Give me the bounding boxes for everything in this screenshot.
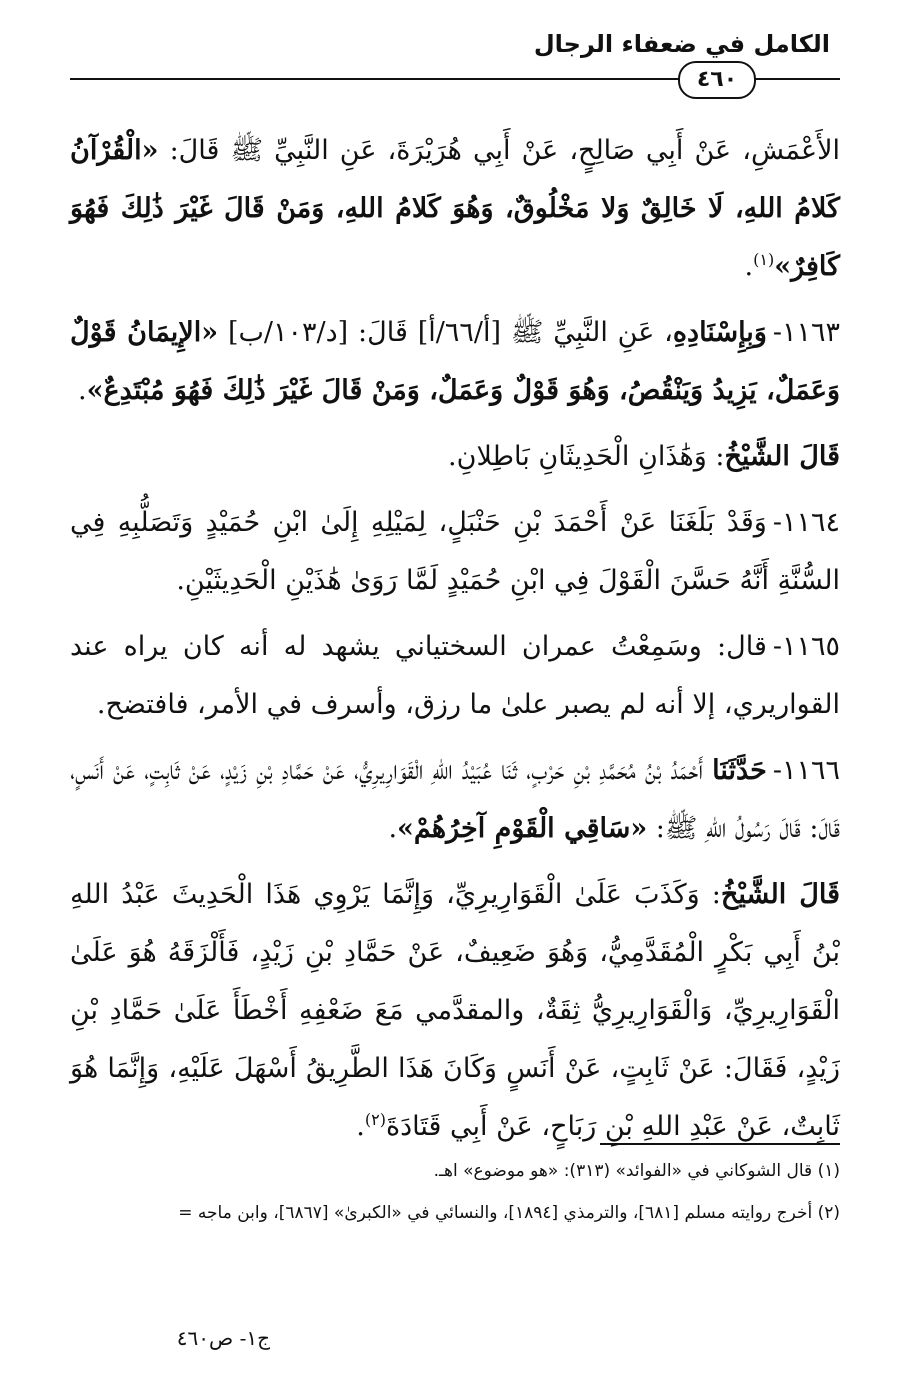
running-header-title: الكامل في ضعفاء الرجال — [533, 30, 830, 58]
main-text — [70, 122, 840, 1164]
p3-text: : وَهَٰذَانِ الْحَدِيثَانِ بَاطِلانِ. — [448, 441, 725, 472]
paragraph-1163 — [70, 304, 840, 420]
footnote-marker-2: (٢) — [364, 1110, 386, 1129]
page-number-badge: ٤٦٠ — [678, 61, 756, 99]
hadith-number: ١١٦٥- — [772, 631, 840, 662]
footnote-marker-1: (١) — [753, 250, 775, 269]
p6-end: . — [388, 813, 398, 844]
p2-end: . — [78, 375, 87, 406]
p2-text: ، عَنِ النَّبِيِّ ﷺ [أ/٦٦/أ] قَالَ: [د/١٠٣/ب] — [218, 317, 673, 348]
paragraph-1 — [70, 122, 840, 296]
p4-text: وَقَدْ بَلَغَنَا عَنْ أَحْمَدَ بْنِ حَنْبَلٍ، لِمَيْلِهِ إِلَىٰ ابْنِ حُمَيْدٍ وَتَصَلُّبِهِ فِي السُّنَّةِ أَنَّهُ حَسَّنَ الْقَوْلَ فِي ابْنِ حُمَيْدٍ لَمَّا رَوَىٰ هَٰذَيْنِ الْحَدِيثَيْنِ. — [70, 507, 840, 596]
hadith-number: ١١٦٣- — [772, 317, 840, 348]
p3-lead: قَالَ الشَّيْخُ — [724, 441, 840, 472]
footnotes — [70, 1153, 840, 1237]
p7-lead: قَالَ الشَّيْخُ — [720, 879, 840, 910]
footnote-rule — [600, 1143, 840, 1145]
paragraph-1164 — [70, 494, 840, 610]
p5-text: قال: وسَمِعْتُ عمران السختياني يشهد له أنه كان يراه عند القواريري، إلا أنه لم يصبر علىٰ ما رزق، وأسرف في الأمر، فافتضح. — [70, 631, 840, 720]
paragraph-1166 — [70, 742, 840, 858]
footer-page-reference: ج١- ص٤٦٠ — [176, 1326, 270, 1350]
paragraph-sheikh-2 — [70, 866, 840, 1156]
p6-lead: حَدَّثَنَا — [712, 755, 767, 786]
hadith-number: ١١٦٦- — [772, 755, 840, 786]
p1-text: الأَعْمَشِ، عَنْ أَبِي صَالِحٍ، عَنْ أَبِي هُرَيْرَةَ، عَنِ النَّبِيِّ ﷺ قَالَ: — [158, 135, 840, 166]
p2-lead: وَبِإِسْنَادِهِ — [672, 317, 767, 348]
p6-text: أَحْمَدُ بْنُ مُحَمَّدِ بْنِ حَرْبٍ، ثَنَا عُبَيْدُ اللهِ الْقَوَارِيرِيُّ، عَنْ حَمَّادِ بْنِ زَيْدٍ، عَنْ ثَابِتٍ، عَنْ أَنَسٍ، قَالَ: قَالَ رَسُولُ اللهِ ﷺ: — [70, 755, 840, 844]
paragraph-sheikh-1 — [70, 428, 840, 486]
hadith-number: ١١٦٤- — [772, 507, 840, 538]
p7-end: . — [356, 1111, 365, 1142]
footnote-1: (١) قال الشوكاني في «الفوائد» (٣١٣): «هو موضوع» اهـ. — [433, 1161, 840, 1181]
p2-hadith-quote: «الإِيمَانُ قَوْلٌ وَعَمَلٌ، يَزِيدُ وَيَنْقُصُ، وَهُوَ قَوْلٌ وَعَمَلٌ، وَمَنْ قَالَ غَيْرَ ذَٰلِكَ فَهُوَ مُبْتَدِعٌ» — [70, 317, 840, 406]
footnote-2: (٢) أخرج روايته مسلم [٦٨١]، والترمذي [١٨٩٤]، والنسائي في «الكبرىٰ» [٦٨٦٧]، وابن ماجه = — [178, 1203, 840, 1223]
p6-hadith-quote: «سَاقِي الْقَوْمِ آخِرُهُمْ» — [397, 813, 648, 844]
p1-end: . — [744, 251, 754, 282]
paragraph-1165 — [70, 618, 840, 734]
p1-hadith-quote: «الْقُرْآنُ كَلامُ اللهِ، لَا خَالِقٌ وَلا مَخْلُوقٌ، وَهُوَ كَلامُ اللهِ، وَمَنْ قَالَ غَيْرَ ذَٰلِكَ فَهُوَ كَافِرٌ» — [70, 135, 840, 282]
p7-text: : وَكَذَبَ عَلَىٰ الْقَوَارِيرِيِّ، وَإِنَّمَا يَرْوِي هَذَا الْحَدِيثَ عَبْدُ اللهِ بْنُ أَبِي بَكْرٍ الْمُقَدَّمِيُّ، وَهُوَ ضَعِيفٌ، عَنْ حَمَّادِ بْنِ زَيْدٍ، فَأَلْزَقَهُ هُوَ عَلَىٰ الْقَوَارِيرِيِّ، وَالْقَوَارِيرِيُّ ثِقَةٌ، والمقدَّمي مَعَ ضَعْفِهِ أَخْطَأَ عَلَىٰ حَمَّادِ بْنِ زَيْدٍ، فَقَالَ: عَنْ ثَابِتٍ، عَنْ أَنَسٍ وَكَانَ هَذَا الطَّرِيقُ أَسْهَلَ عَلَيْهِ، وَإِنَّمَا هُوَ ثَابِتٌ، عَنْ عَبْدِ اللهِ بْنِ رَبَاحٍ، عَنْ أَبِي قَتَادَةَ — [70, 879, 840, 1142]
